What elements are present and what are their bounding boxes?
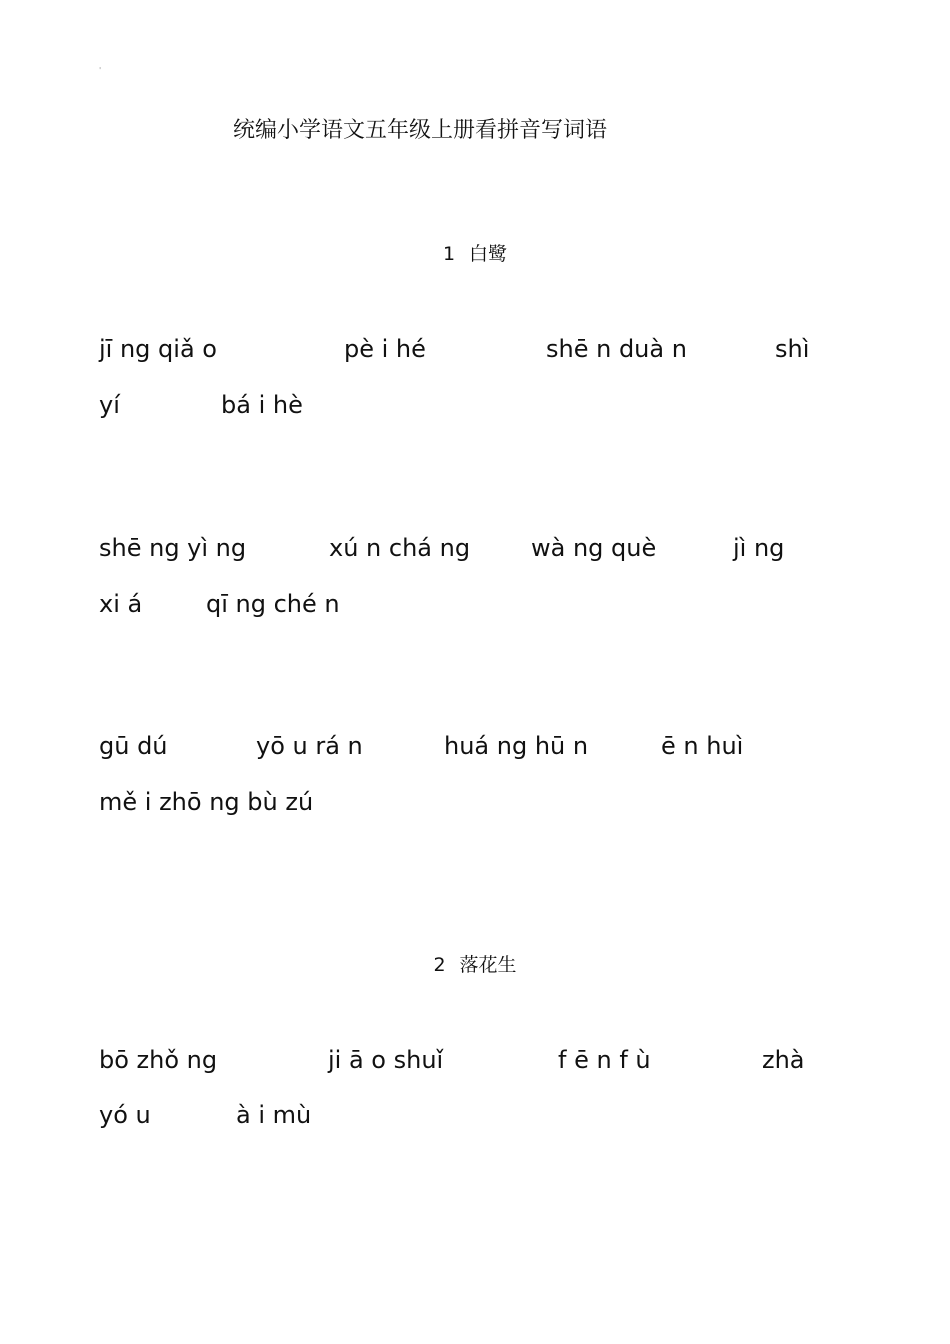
pinyin-word: ji ā o shuǐ [328,1046,444,1074]
pinyin-word: mě i zhō ng bù zú [99,788,314,816]
pinyin-row [0,587,950,621]
pinyin-row [0,332,950,366]
pinyin-word: à i mù [236,1101,312,1129]
pinyin-word: shì [775,335,810,363]
pinyin-word: yó u [99,1101,151,1129]
corner-mark: ' [99,66,102,75]
pinyin-word: yō u rá n [256,732,363,760]
pinyin-word: f ē n f ù [558,1046,651,1074]
page-title: 统编小学语文五年级上册看拼音写词语 [233,118,608,143]
pinyin-row [0,1043,950,1077]
pinyin-word: pè i hé [344,335,426,363]
lesson-number: 2 [433,954,446,976]
pinyin-word: qī ng ché n [206,590,340,618]
pinyin-word: bá i hè [221,391,303,419]
pinyin-row [0,1098,950,1132]
lesson-heading-1 [0,239,950,266]
pinyin-word: xú n chá ng [329,534,471,562]
lesson-number: 1 [442,243,456,265]
pinyin-word: jì ng [733,534,785,562]
pinyin-word: huá ng hū n [444,732,589,760]
pinyin-row [0,785,950,819]
lesson-name: 白鹭 [469,243,508,265]
pinyin-word: bō zhǒ ng [99,1046,218,1074]
pinyin-word: xi á [99,590,143,618]
pinyin-row [0,388,950,422]
lesson-name: 落花生 [459,954,517,976]
pinyin-word: gū dú [99,732,168,760]
pinyin-word: jī ng qiǎ o [99,335,217,363]
pinyin-row [0,531,950,565]
lesson-heading-2 [0,950,950,977]
pinyin-word: shē ng yì ng [99,534,247,562]
pinyin-word: shē n duà n [546,335,687,363]
pinyin-word: ē n huì [661,732,744,760]
pinyin-word: yí [99,391,120,419]
pinyin-row [0,729,950,763]
pinyin-word: wà ng què [531,534,657,562]
pinyin-word: zhà [762,1046,805,1074]
